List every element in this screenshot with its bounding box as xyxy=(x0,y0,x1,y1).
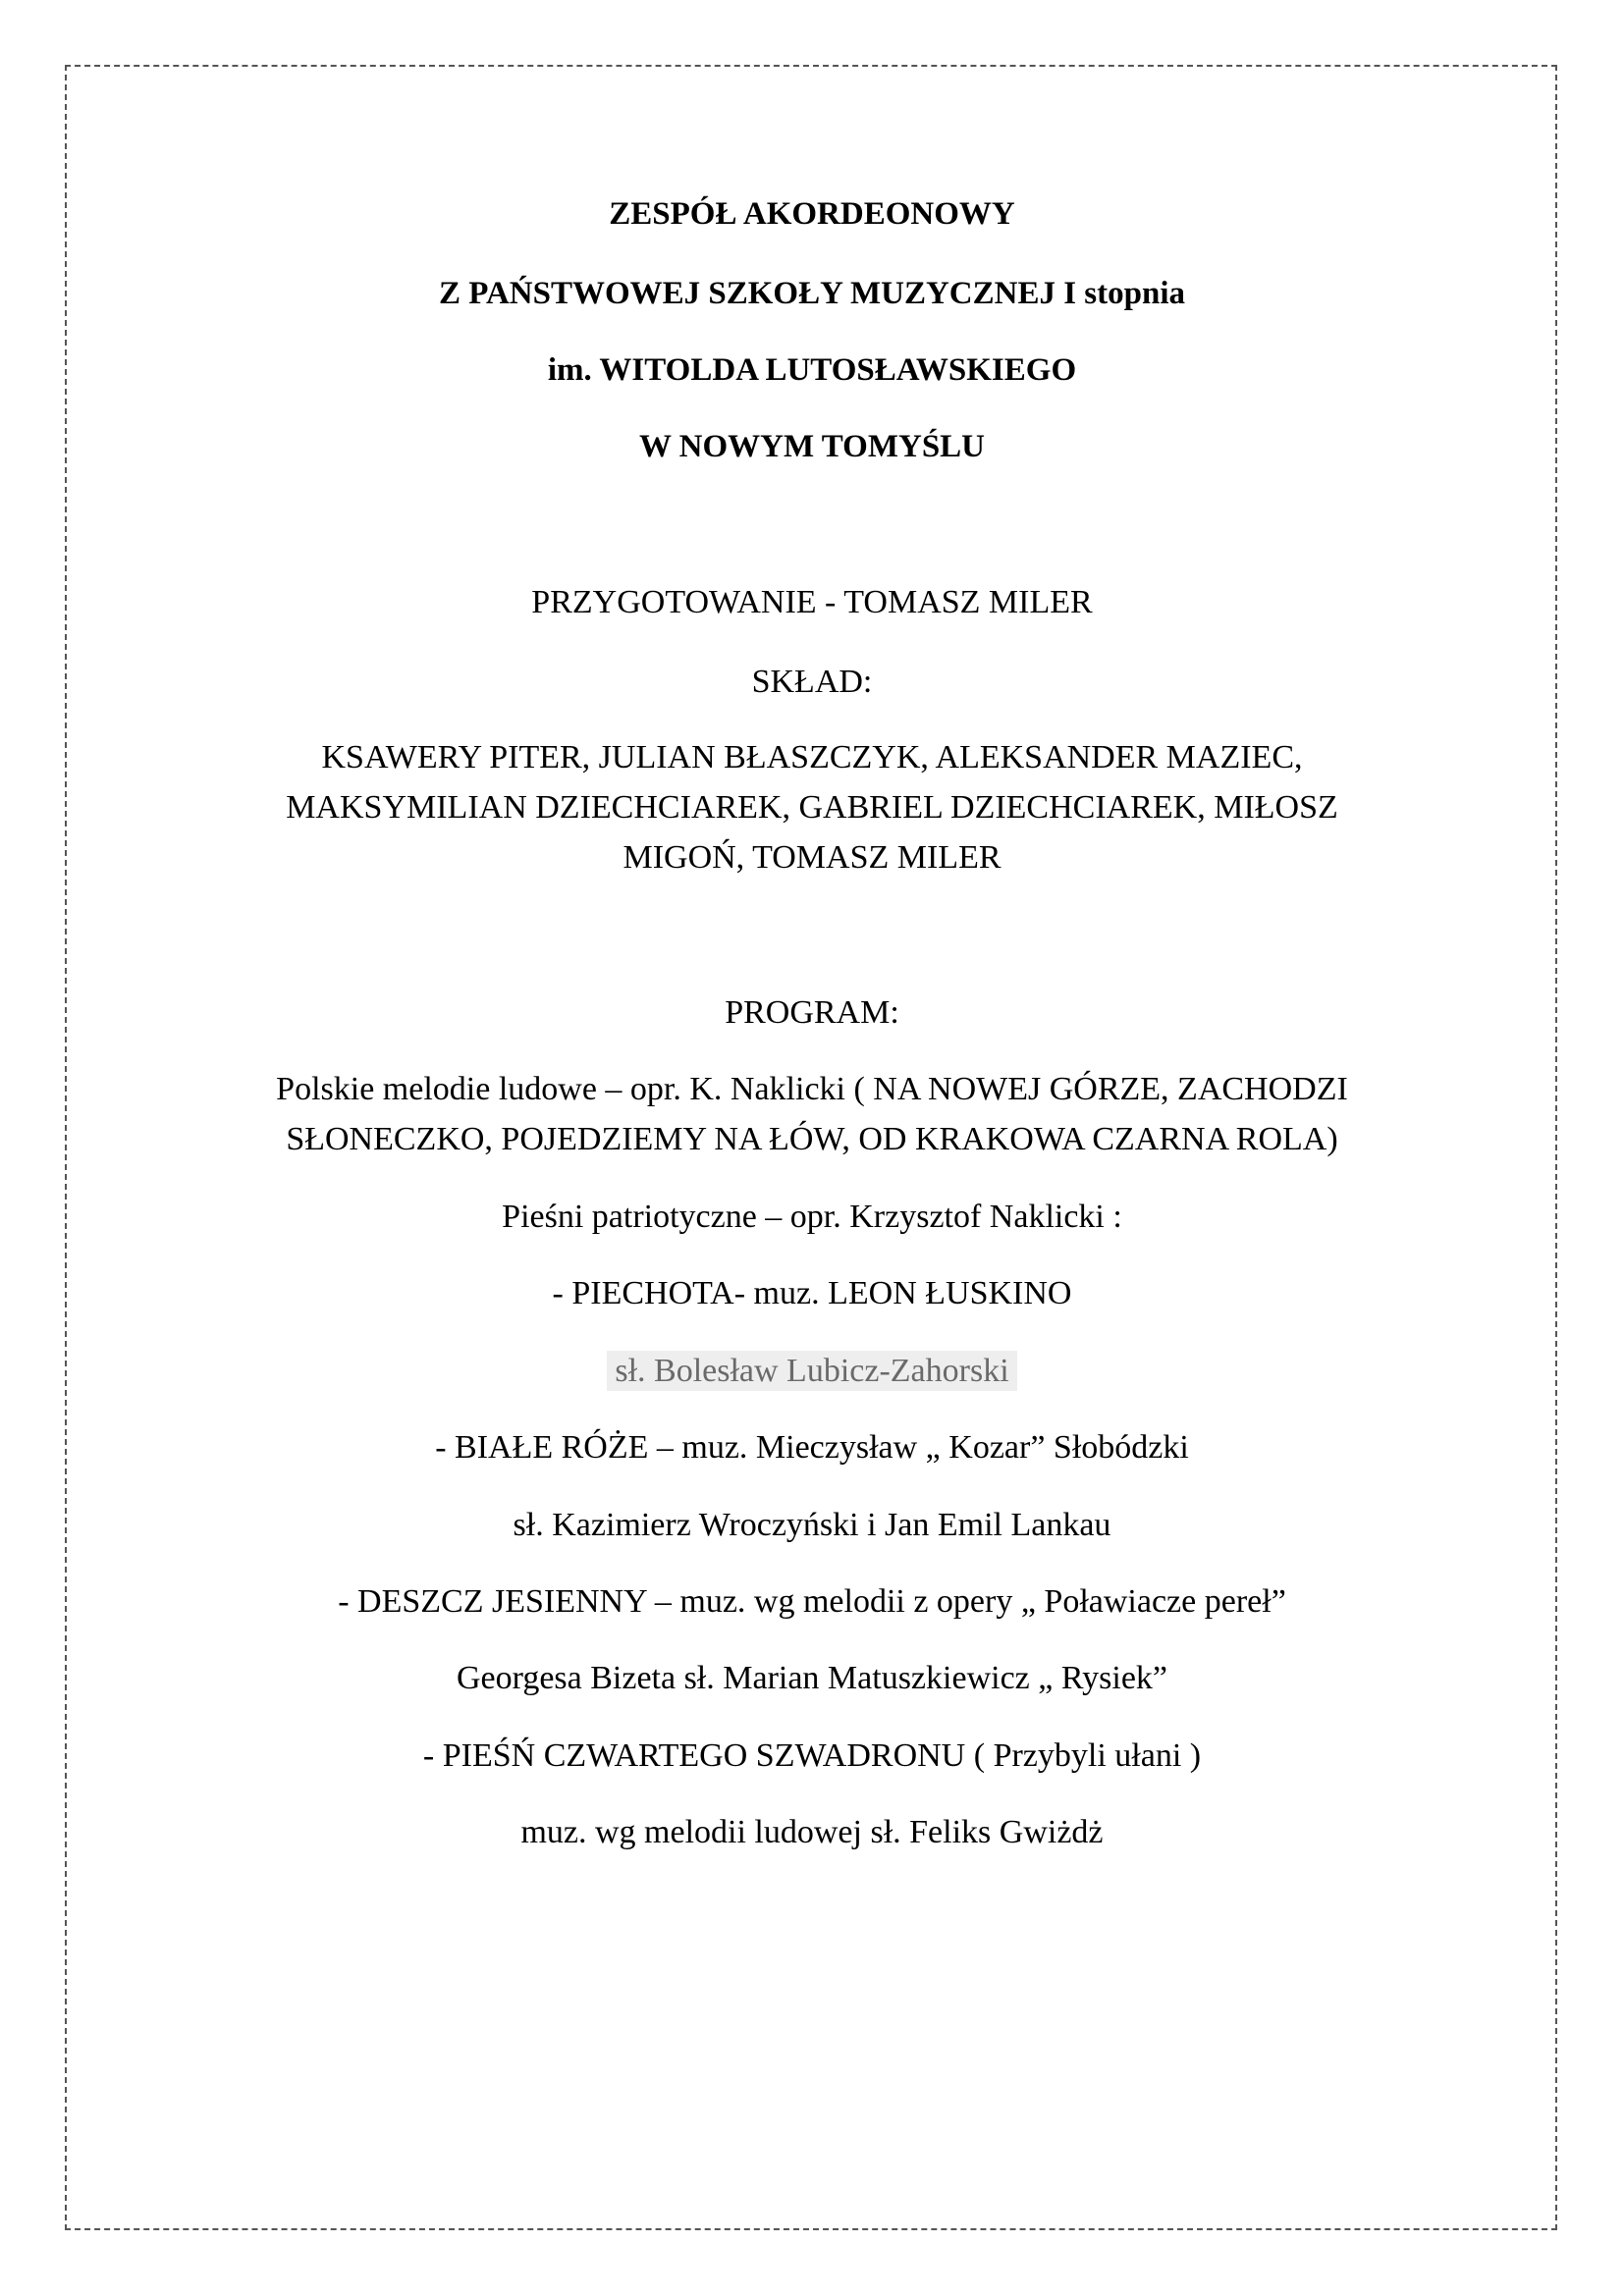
lineup-line: MAKSYMILIAN DZIECHCIAREK, GABRIEL DZIECHCIAREK, MIŁOSZ xyxy=(286,789,1338,826)
program-label: PROGRAM: xyxy=(725,994,899,1031)
lineup-line: MIGOŃ, TOMASZ MILER xyxy=(623,839,1001,876)
program-line: Georgesa Bizeta sł. Marian Matuszkiewicz „ Rysiek” xyxy=(456,1660,1168,1696)
program-line: Pieśni patriotyczne – opr. Krzysztof Naklicki : xyxy=(502,1199,1122,1235)
header-school: Z PAŃSTWOWEJ SZKOŁY MUZYCZNEJ I stopnia xyxy=(438,276,1186,311)
header-patron: im. WITOLDA LUTOSŁAWSKIEGO xyxy=(547,352,1077,388)
program-line: - DESZCZ JESIENNY – muz. wg melodii z opery „ Poławiacze pereł” xyxy=(338,1583,1286,1620)
program-line-text: sł. Bolesław Lubicz-Zahorski xyxy=(607,1351,1016,1391)
lineup-label: SKŁAD: xyxy=(751,664,873,700)
program-line: muz. wg melodii ludowej sł. Feliks Gwiżdż xyxy=(520,1814,1104,1850)
program-line: Polskie melodie ludowe – opr. K. Naklicki ( NA NOWEJ GÓRZE, ZACHODZI xyxy=(276,1071,1348,1107)
program-line: SŁONECZKO, POJEDZIEMY NA ŁÓW, OD KRAKOWA CZARNA ROLA) xyxy=(286,1121,1338,1157)
header-title: ZESPÓŁ AKORDEONOWY xyxy=(609,196,1015,232)
program-line-highlighted xyxy=(0,1352,1624,1391)
program-line: sł. Kazimierz Wroczyński i Jan Emil Lankau xyxy=(513,1507,1111,1543)
program-line: - BIAŁE RÓŻE – muz. Mieczysław „ Kozar” Słobódzki xyxy=(435,1429,1189,1466)
program-line: - PIECHOTA- muz. LEON ŁUSKINO xyxy=(552,1275,1072,1311)
preparation-line: PRZYGOTOWANIE - TOMASZ MILER xyxy=(531,584,1093,620)
header-location: W NOWYM TOMYŚLU xyxy=(638,429,986,464)
lineup-line: KSAWERY PITER, JULIAN BŁASZCZYK, ALEKSANDER MAZIEC, xyxy=(321,739,1303,775)
program-line: - PIEŚŃ CZWARTEGO SZWADRONU ( Przybyli ułani ) xyxy=(422,1737,1202,1774)
